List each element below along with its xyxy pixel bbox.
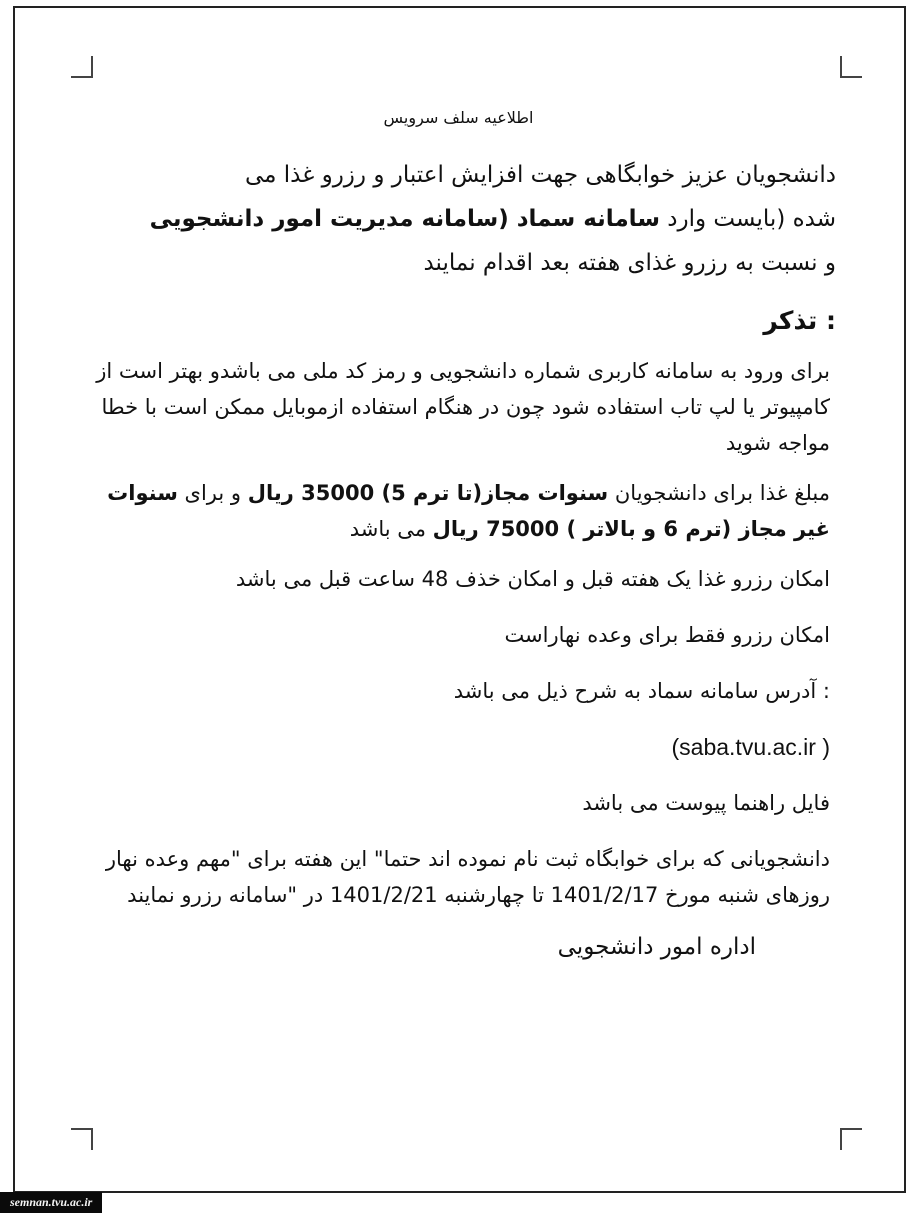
dorm-note: دانشجویانی که برای خوابگاه ثبت نام نموده اند حتما" این هفته برای "مهم وعده نهار روزهای شنبه مورخ 1401/2/17 تا چهارشنبه 1401/2/21 در "سامانه رزرو نمایند [105, 847, 830, 907]
price-text-2: و برای [177, 481, 248, 505]
price-over-term: سنوات غیر مجاز (ترم 6 و بالاتر ) 75000 ریال [107, 481, 830, 541]
notice-content [81, 108, 836, 967]
login-note: برای ورود به سامانه کاربری شماره دانشجویی و رمز کد ملی می باشدو بهتر است از کامپیوتر یا لپ تاب استفاده شود چون در هنگام استفاده ازموبایل ممکن است با خطا مواجه شوید [96, 359, 830, 455]
corner-mark-bottom-right [840, 1128, 862, 1150]
intro-paragraph [81, 153, 836, 285]
lunch-only-note: امکان رزرو فقط برای وعده نهاراست [504, 623, 830, 647]
notice-title: اطلاعیه سلف سرویس [383, 108, 534, 127]
corner-mark-top-left [71, 56, 93, 78]
reservation-window-note: امکان رزرو غذا یک هفته قبل و امکان خذف 48 ساعت قبل می باشد [235, 567, 830, 591]
corner-mark-bottom-left [71, 1128, 93, 1150]
attachment-note: فایل راهنما پیوست می باشد [582, 791, 830, 815]
reminder-heading: : تذکر [763, 306, 836, 335]
price-text-1: مبلغ غذا برای دانشجویان [608, 481, 830, 505]
samad-system-name: سامانه سماد (سامانه مدیریت امور دانشجویی [149, 206, 660, 232]
intro-line-3: و نسبت به رزرو غذای هفته بعد اقدام نمایند [423, 250, 836, 276]
intro-line-1: دانشجویان عزیز خوابگاهی جهت افزایش اعتبار و رزرو غذا می [244, 162, 836, 188]
samad-address-url: (saba.tvu.ac.ir ) [671, 734, 830, 760]
intro-line-2-text: شده (بایست وارد [659, 206, 836, 232]
signature: اداره امور دانشجویی [557, 934, 756, 960]
intro-line-2 [81, 197, 836, 241]
price-text-3: می باشد [349, 517, 433, 541]
notice-sheet [13, 6, 906, 1193]
price-note [81, 475, 836, 547]
price-allowed-term: سنوات مجاز(تا ترم 5) 35000 ریال [247, 481, 609, 505]
address-intro: : آدرس سامانه سماد به شرح ذیل می باشد [453, 679, 830, 703]
corner-mark-top-right [840, 56, 862, 78]
site-watermark: semnan.tvu.ac.ir [0, 1192, 102, 1213]
